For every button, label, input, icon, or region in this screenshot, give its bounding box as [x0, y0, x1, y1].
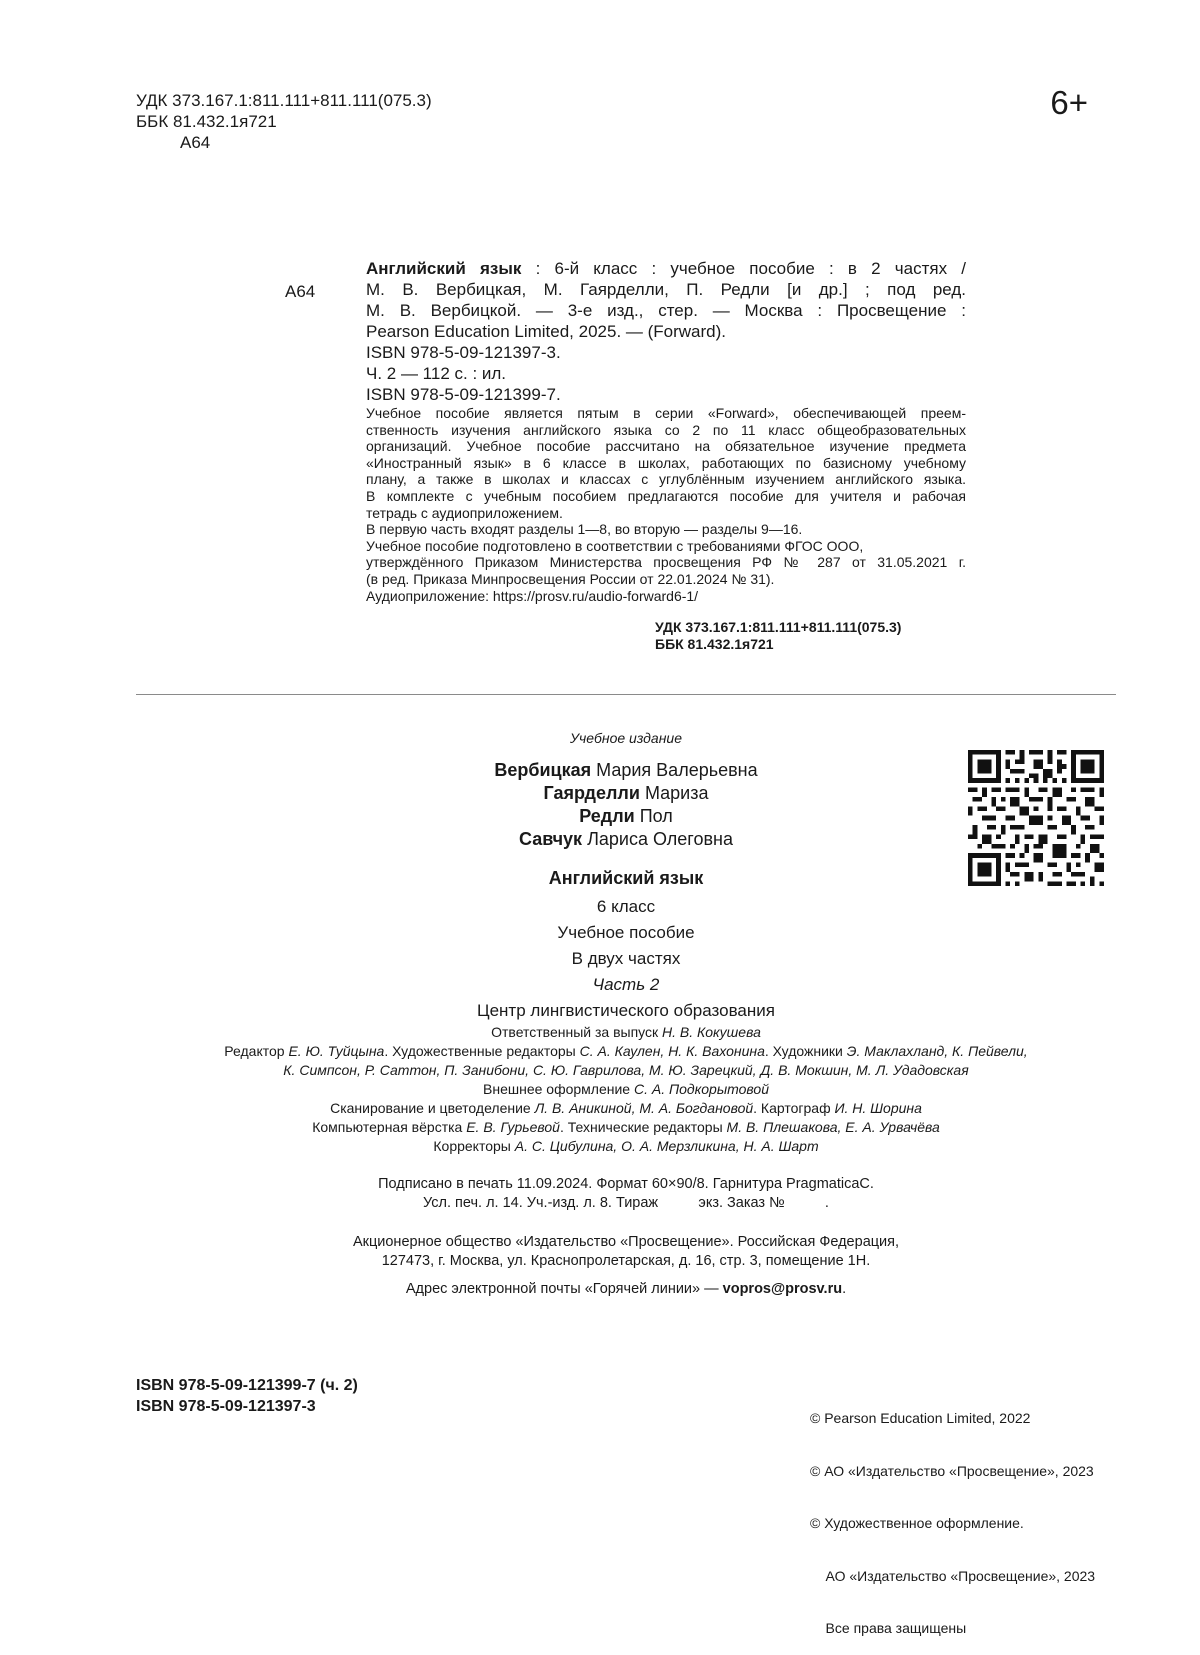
annotation-line: В комплекте с учебным пособием предлагаются пособие для учителя и рабочая — [366, 487, 966, 504]
isbn-set: ISBN 978-5-09-121397-3 — [136, 1398, 316, 1415]
book-parts: В двух частях — [571, 949, 681, 968]
annotation-bbk: ББК 81.432.1я721 — [655, 636, 774, 652]
credit-layout: Компьютерная вёрстка Е. В. Гурьевой. Технические редакторы М. В. Плешакова, Е. А. Урвачёва — [312, 1119, 940, 1135]
credit-editors: Редактор Е. Ю. Туйцына. Художественные редакторы С. А. Каулен, Н. К. Вахонина. Художники Э. Маклахланд, К. Пейвели, — [224, 1043, 1028, 1059]
annotation-line: «Иностранный язык» в 6 классе в школах, работающих по базисному учебному — [366, 454, 966, 471]
footer-isbn — [136, 1375, 358, 1417]
hotline-info — [136, 1280, 1116, 1299]
credit-responsible: Ответственный за выпуск Н. В. Кокушева — [491, 1024, 761, 1040]
annotation-line: ственность изучения английского языка со 2 по 11 класс общеобразовательных — [366, 421, 966, 438]
publisher-line-2: 127473, г. Москва, ул. Краснопролетарская, д. 16, стр. 3, помещение 1Н. — [381, 1253, 871, 1269]
edition-type: Учебное издание — [570, 730, 682, 746]
classification-codes — [136, 90, 432, 153]
author-line: Редли Пол — [579, 806, 673, 826]
section-divider — [136, 694, 1116, 695]
hotline-email: vopros@prosv.ru — [722, 1281, 843, 1297]
isbn-part-2: ISBN 978-5-09-121399-7 (ч. 2) — [136, 1377, 358, 1394]
annotation-line: утверждённого Приказом Министерства просвещения РФ № 287 от 31.05.2021 г. — [366, 554, 966, 571]
copyright-line: © Художественное оформление. — [810, 1515, 1024, 1531]
author-line: Гаярделли Мариза — [543, 783, 709, 803]
annotation-udk: УДК 373.167.1:811.111+811.111(075.3) — [655, 619, 902, 635]
annotation-line: тетрадь с аудиоприложением. — [366, 504, 563, 521]
credit-scan: Сканирование и цветоделение Л. В. Аникиной, М. А. Богдановой. Картограф И. Н. Шорина — [330, 1100, 922, 1116]
biblio-title: Английский язык — [366, 259, 522, 278]
annotation-audio: Аудиоприложение: https://prosv.ru/audio-forward6-1/ — [366, 587, 699, 604]
copyright-line: АО «Издательство «Просвещение», 2023 — [810, 1567, 1096, 1584]
author-line: Савчук Лариса Олеговна — [518, 829, 734, 849]
credits-block — [136, 1023, 1116, 1156]
annotation-line: организаций. Учебное пособие рассчитано на обязательное изучение предмета — [366, 438, 966, 455]
biblio-line-1: Английский язык : 6-й класс : учебное пособие : в 2 частях / — [366, 259, 967, 278]
qr-code-icon — [968, 750, 1104, 886]
biblio-author-mark: А64 — [285, 282, 316, 301]
udk-code: УДК 373.167.1:811.111+811.111(075.3) — [136, 91, 432, 110]
book-part: Часть 2 — [592, 975, 660, 994]
copyright-line: Все права защищены — [810, 1620, 967, 1636]
biblio-line-4: Pearson Education Limited, 2025. — (Forward). — [366, 322, 727, 341]
credit-artists: К. Симпсон, Р. Саттон, П. Занибони, С. Ю. Гаврилова, М. Ю. Зарецкий, Д. В. Мокшин, М. Л. Удадовская — [283, 1062, 969, 1078]
annotation-codes — [655, 619, 901, 653]
credit-proofreaders: Корректоры А. С. Цибулина, О. А. Мерзликина, Н. А. Шарт — [433, 1138, 819, 1154]
annotation-line: плану, а также в школах и классах с углублённым изучением английского языка. — [366, 471, 966, 488]
book-kind: Учебное пособие — [557, 923, 695, 942]
biblio-line-3: М. В. Вербицкой. — 3-е изд., стер. — Москва : Просвещение : — [366, 301, 966, 320]
print-line-2: Усл. печ. л. 14. Уч.-изд. л. 8. Тираж экз. Заказ № . — [423, 1195, 829, 1211]
book-title: Английский язык — [548, 868, 704, 888]
bibliographic-record — [366, 258, 966, 405]
biblio-isbn-set: ISBN 978-5-09-121397-3. — [366, 343, 561, 362]
biblio-line-2: М. В. Вербицкая, М. Гаярделли, П. Редли [и др.] ; под ред. — [366, 280, 966, 299]
publisher-info — [136, 1233, 1116, 1271]
hotline-line: Адрес электронной почты «Горячей линии» — vopros@prosv.ru. — [405, 1281, 847, 1297]
credit-design: Внешнее оформление С. А. Подкорытовой — [483, 1081, 769, 1097]
copyright-line: © Pearson Education Limited, 2022 — [810, 1410, 1031, 1426]
author-line: Вербицкая Мария Валерьевна — [494, 760, 758, 780]
book-grade: 6 класс — [596, 897, 656, 916]
annotation-line: (в ред. Приказа Минпросвещения России от 22.01.2024 № 31). — [366, 570, 775, 587]
copyright-block — [810, 1375, 1095, 1655]
age-rating: 6+ — [1050, 84, 1088, 121]
copyright-line: © АО «Издательство «Просвещение», 2023 — [810, 1462, 1094, 1479]
annotation-line: Учебное пособие подготовлено в соответствии с требованиями ФГОС ООО, — [366, 537, 864, 554]
biblio-part-info: Ч. 2 — 112 с. : ил. — [366, 364, 507, 383]
qr-code — [968, 750, 1104, 886]
annotation-parts: В первую часть входят разделы 1—8, во вторую — разделы 9—16. — [366, 521, 803, 538]
print-line-1: Подписано в печать 11.09.2024. Формат 60×90/8. Гарнитура PragmaticaC. — [378, 1176, 874, 1192]
bbk-code: ББК 81.432.1я721 — [136, 112, 277, 131]
print-info — [136, 1175, 1116, 1213]
biblio-isbn-part: ISBN 978-5-09-121399-7. — [366, 385, 561, 404]
author-mark: А64 — [180, 133, 211, 152]
publishing-center: Центр лингвистического образования — [477, 1001, 775, 1020]
annotation — [366, 405, 966, 604]
annotation-line: Учебное пособие является пятым в серии «Forward», обеспечивающей преем- — [366, 405, 966, 421]
publisher-line-1: Акционерное общество «Издательство «Просвещение». Российская Федерация, — [352, 1234, 900, 1250]
